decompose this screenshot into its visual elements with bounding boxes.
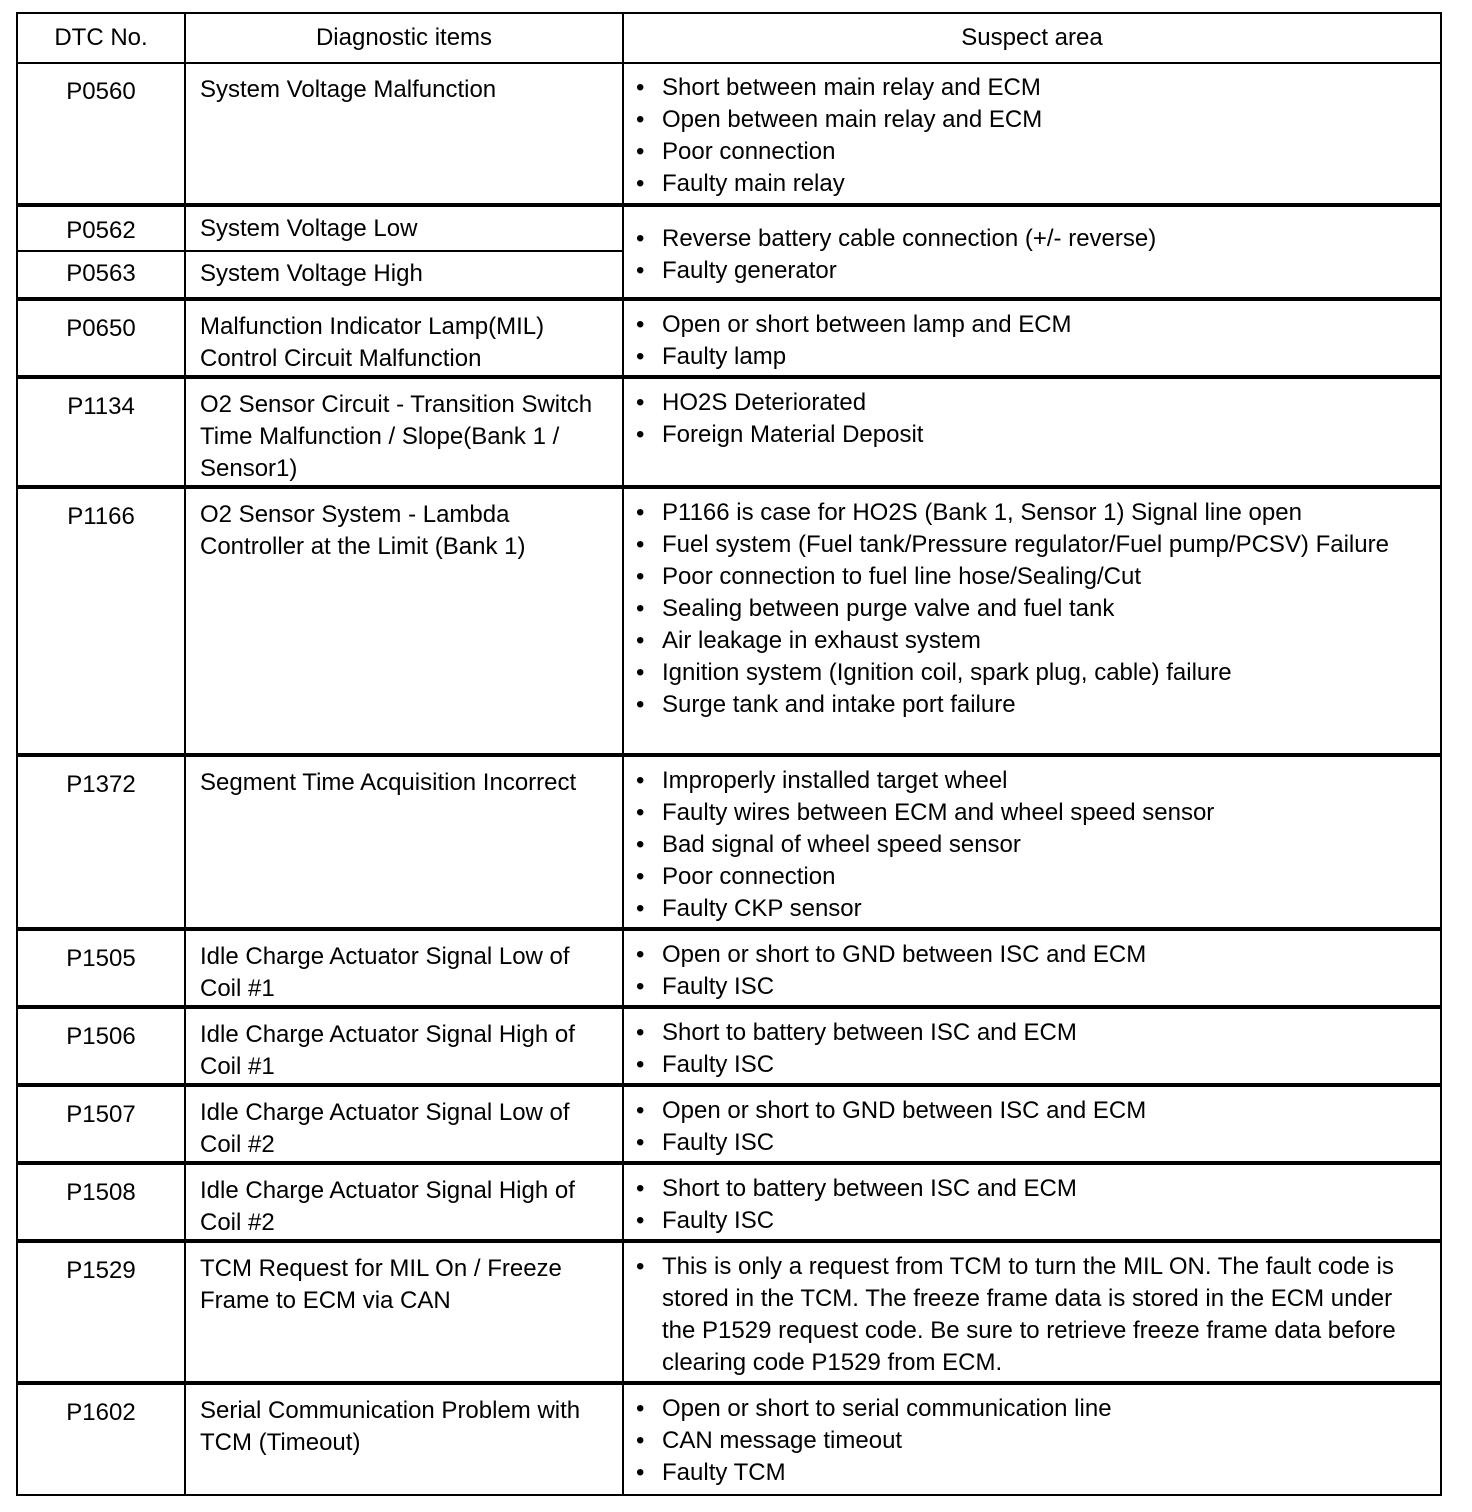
suspect-area-item: • Open or short to GND between ISC and ECM [662, 1095, 1430, 1127]
suspect-area-item: • Short between main relay and ECM [662, 72, 1430, 104]
suspect-area-item: • Short to battery between ISC and ECM [662, 1173, 1430, 1205]
dtc-code: P0560 [17, 63, 185, 205]
suspect-area-item: • Bad signal of wheel speed sensor [662, 829, 1430, 861]
header-suspect-area: Suspect area [623, 13, 1441, 63]
suspect-area [623, 1383, 1441, 1495]
suspect-area-item: • Fuel system (Fuel tank/Pressure regulator/Fuel pump/PCSV) Failure [662, 529, 1430, 561]
diagnostic-item: Idle Charge Actuator Signal Low of Coil #2 [185, 1085, 623, 1163]
dtc-code: P1507 [17, 1085, 185, 1163]
suspect-area-item: • Foreign Material Deposit [662, 419, 1430, 451]
diagnostic-item: TCM Request for MIL On / Freeze Frame to ECM via CAN [185, 1241, 623, 1383]
suspect-area-item: • Poor connection [662, 861, 1430, 893]
table-row [17, 487, 1441, 755]
diagnostic-item: O2 Sensor Circuit - Transition Switch Time Malfunction / Slope(Bank 1 / Sensor1) [185, 377, 623, 487]
diagnostic-item: Serial Communication Problem with TCM (Timeout) [185, 1383, 623, 1495]
table-row [17, 1383, 1441, 1495]
suspect-area-item: • Faulty ISC [662, 1205, 1430, 1237]
table-row [17, 63, 1441, 205]
dtc-code: P1508 [17, 1163, 185, 1241]
table-row [17, 1007, 1441, 1085]
suspect-area-item: • Faulty CKP sensor [662, 893, 1430, 925]
diagnostic-item: O2 Sensor System - Lambda Controller at the Limit (Bank 1) [185, 487, 623, 755]
table-row [17, 205, 1441, 251]
suspect-area [623, 63, 1441, 205]
suspect-area-item: • Faulty lamp [662, 341, 1430, 373]
table-row [17, 1085, 1441, 1163]
suspect-area-item: • Faulty ISC [662, 1049, 1430, 1081]
diagnostic-item: Idle Charge Actuator Signal High of Coil #2 [185, 1163, 623, 1241]
suspect-area [623, 755, 1441, 929]
suspect-area-item: • P1166 is case for HO2S (Bank 1, Sensor 1) Signal line open [662, 497, 1430, 529]
suspect-area-item: • Sealing between purge valve and fuel tank [662, 593, 1430, 625]
suspect-area-item: • Faulty ISC [662, 1127, 1430, 1159]
diagnostic-item: Segment Time Acquisition Incorrect [185, 755, 623, 929]
suspect-area-item: • Reverse battery cable connection (+/- reverse) [662, 223, 1430, 255]
header-dtc-no: DTC No. [17, 13, 185, 63]
suspect-area [623, 929, 1441, 1007]
suspect-area-item: • Open or short to GND between ISC and ECM [662, 939, 1430, 971]
dtc-code: P1372 [17, 755, 185, 929]
diagnostic-item: Idle Charge Actuator Signal High of Coil #1 [185, 1007, 623, 1085]
table-row [17, 1241, 1441, 1383]
suspect-area-item: • Short to battery between ISC and ECM [662, 1017, 1430, 1049]
suspect-area [623, 1007, 1441, 1085]
suspect-area-item: • Open or short to serial communication line [662, 1393, 1430, 1425]
suspect-area-item: • Improperly installed target wheel [662, 765, 1430, 797]
diagnostic-item: System Voltage High [185, 251, 623, 299]
suspect-area-item: • Faulty TCM [662, 1457, 1430, 1489]
suspect-area [623, 1241, 1441, 1383]
table-body [17, 63, 1441, 1495]
suspect-area-item: • Faulty generator [662, 255, 1430, 287]
dtc-code: P1134 [17, 377, 185, 487]
suspect-area [623, 377, 1441, 487]
dtc-code: P1505 [17, 929, 185, 1007]
dtc-code: P1166 [17, 487, 185, 755]
table-row [17, 755, 1441, 929]
suspect-area-item: • Air leakage in exhaust system [662, 625, 1430, 657]
suspect-area [623, 1085, 1441, 1163]
suspect-area-item: • Open between main relay and ECM [662, 104, 1430, 136]
suspect-area [623, 299, 1441, 377]
dtc-code: P1602 [17, 1383, 185, 1495]
suspect-area [623, 205, 1441, 299]
diagnostic-item: Idle Charge Actuator Signal Low of Coil #1 [185, 929, 623, 1007]
suspect-area [623, 487, 1441, 755]
header-row [17, 13, 1441, 63]
suspect-area-item: • Open or short between lamp and ECM [662, 309, 1430, 341]
suspect-area-item: • HO2S Deteriorated [662, 387, 1430, 419]
suspect-area-item: • Faulty ISC [662, 971, 1430, 1003]
dtc-code: P0650 [17, 299, 185, 377]
suspect-area-item: • This is only a request from TCM to turn the MIL ON. The fault code is stored in the TCM. The freeze frame data is stored in the ECM under the P1529 request code. Be sure to retrieve freeze frame data before clearing code P1529 from ECM. [662, 1251, 1430, 1379]
suspect-area-item: • Ignition system (Ignition coil, spark plug, cable) failure [662, 657, 1430, 689]
table-row [17, 377, 1441, 487]
suspect-area [623, 1163, 1441, 1241]
dtc-code: P1506 [17, 1007, 185, 1085]
dtc-code: P0562 [17, 205, 185, 251]
suspect-area-item: • CAN message timeout [662, 1425, 1430, 1457]
diagnostic-item: System Voltage Malfunction [185, 63, 623, 205]
suspect-area-item: • Poor connection [662, 136, 1430, 168]
diagnostic-item: Malfunction Indicator Lamp(MIL) Control Circuit Malfunction [185, 299, 623, 377]
suspect-area-item: • Faulty wires between ECM and wheel speed sensor [662, 797, 1430, 829]
diagnostic-item: System Voltage Low [185, 205, 623, 251]
header-diagnostic-items: Diagnostic items [185, 13, 623, 63]
suspect-area-item: • Faulty main relay [662, 168, 1430, 200]
dtc-code: P1529 [17, 1241, 185, 1383]
dtc-table [16, 12, 1442, 1496]
dtc-code: P0563 [17, 251, 185, 299]
suspect-area-item: • Surge tank and intake port failure [662, 689, 1430, 721]
table-row [17, 929, 1441, 1007]
suspect-area-item: • Poor connection to fuel line hose/Sealing/Cut [662, 561, 1430, 593]
table-row [17, 299, 1441, 377]
table-row [17, 1163, 1441, 1241]
